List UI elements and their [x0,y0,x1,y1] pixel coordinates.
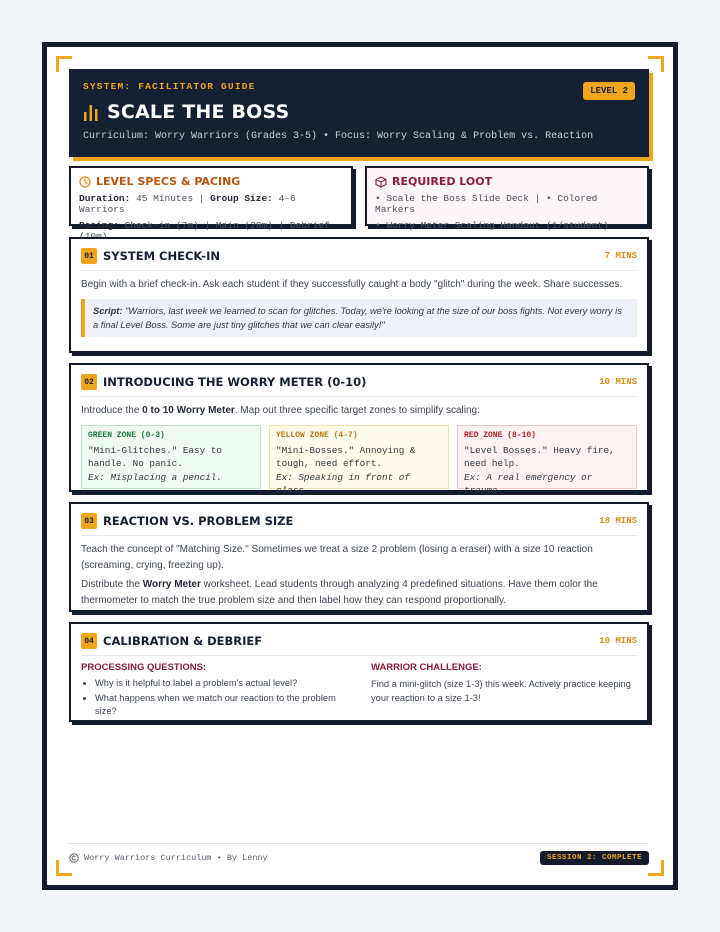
section-time: 10 MINS [599,377,637,387]
challenge-text: Find a mini-glitch (size 1-3) this week. Actively practice keeping your reaction to a size 1-3! [371,679,631,703]
group-size-value: 4-6 Warriors [79,193,296,215]
zone-text: "Level Bosses." Heavy fire, need help. [464,444,615,469]
section-check-in [69,237,649,353]
zone-text: "Mini-Glitches." Easy to handle. No panic. [88,444,222,469]
loot-item: • Scale the Boss Slide Deck | • Colored Markers [375,193,598,215]
zone-title: RED ZONE (8-10) [464,430,537,440]
section-number: 03 [81,513,97,529]
zone-title: GREEN ZONE (0-3) [88,430,165,440]
green-zone-card [81,425,261,489]
script-label: Script: [93,305,123,316]
section-number: 04 [81,633,97,649]
bars-chart-icon [83,103,99,121]
loot-item: • Worry Meter Scaling Handout (1/student) [375,220,609,231]
section-reaction-vs-problem [69,502,649,612]
level-badge: LEVEL 2 [583,82,635,100]
section-title: CALIBRATION & DEBRIEF [103,634,263,648]
guide-page [42,42,678,890]
section-title: REACTION VS. PROBLEM SIZE [103,514,294,528]
questions-title: PROCESSING QUESTIONS: [81,662,207,673]
section-title: INTRODUCING THE WORRY METER (0-10) [103,375,367,389]
section-time: 10 MINS [599,636,637,646]
section-calibration-debrief [69,622,649,722]
script-text: "Warriors, last week we learned to scan for glitches. Today, we're looking at the size of our boss fights. Not every worry is a final Level Boss. Some are just tiny glitches that we can clear easily!" [93,305,622,330]
pacing-label: Pacing: [79,220,119,231]
system-label: SYSTEM: FACILITATOR GUIDE [83,81,256,92]
specs-line: Duration: 45 Minutes | Group Size: 4-6 Warriors [79,193,296,215]
section-number: 02 [81,374,97,390]
pacing-value: Check-in (7m) | Main (28m) | Debrief [124,220,330,231]
duration-value: 45 Minutes [136,193,194,204]
zone-title: YELLOW ZONE (4-7) [276,430,358,440]
required-loot-card [365,166,649,231]
copyright-icon [69,853,79,863]
corner-bracket [648,860,664,876]
yellow-zone-card [269,425,449,496]
section-title: SYSTEM CHECK-IN [103,249,220,263]
script-callout [81,299,637,337]
section-text: Teach the concept of "Matching Size." Sometimes we treat a size 2 problem (losing a eraser) with a size 10 reaction (screaming, crying, freezing up). [81,544,593,571]
corner-bracket [648,56,664,72]
section-worry-meter [69,363,649,496]
session-badge: SESSION 2: COMPLETE [540,851,649,865]
section-text: Distribute the Worry Meter worksheet. Lead students through analyzing 4 predefined situations. Have them color the thermometer to match the true problem size and then label how they can respond proportionally. [81,579,598,606]
list-item: • What happens when we match our reaction to the problem size? [95,692,347,719]
footer [69,843,649,865]
group-size-label: Group Size: [210,193,273,204]
section-time: 18 MINS [599,516,637,526]
red-zone-card [457,425,637,496]
section-text: Introduce the 0 to 10 Worry Meter. Map out three specific target zones to simplify scaling: [81,405,480,416]
zone-example: Ex: Speaking in front of class. [276,471,410,496]
page-subtitle: Curriculum: Worry Warriors (Grades 3-5) • Focus: Worry Scaling & Problem vs. Reaction [83,131,594,142]
zone-example: Ex: Misplacing a pencil. [88,471,222,483]
section-number: 01 [81,248,97,264]
challenge-title: WARRIOR CHALLENGE: [371,662,482,673]
cube-icon [375,176,387,188]
specs-title: LEVEL SPECS & PACING [96,175,241,188]
header-banner [69,69,649,157]
worry-meter-term: 0 to 10 Worry Meter [142,405,235,416]
footer-text: Worry Warriors Curriculum • By Lenny [84,853,268,863]
clock-icon [79,176,91,188]
section-text: Begin with a brief check-in. Ask each student if they successfully caught a body "glitch" during the week. Share successes. [81,279,623,290]
level-specs-card [69,166,353,231]
zone-example: Ex: A real emergency or trauma. [464,471,593,496]
list-item: • Why is it helpful to label a problem's actual level? [95,677,347,691]
worksheet-term: Worry Meter [142,579,201,590]
page-title: SCALE THE BOSS [107,101,290,123]
section-time: 7 MINS [604,251,637,261]
loot-title: REQUIRED LOOT [392,175,493,188]
zones-row [81,425,637,496]
warrior-challenge [371,662,637,720]
duration-label: Duration: [79,193,131,204]
processing-questions [81,662,347,720]
zone-text: "Mini-Bosses." Annoying & tough, need effort. [276,444,416,469]
